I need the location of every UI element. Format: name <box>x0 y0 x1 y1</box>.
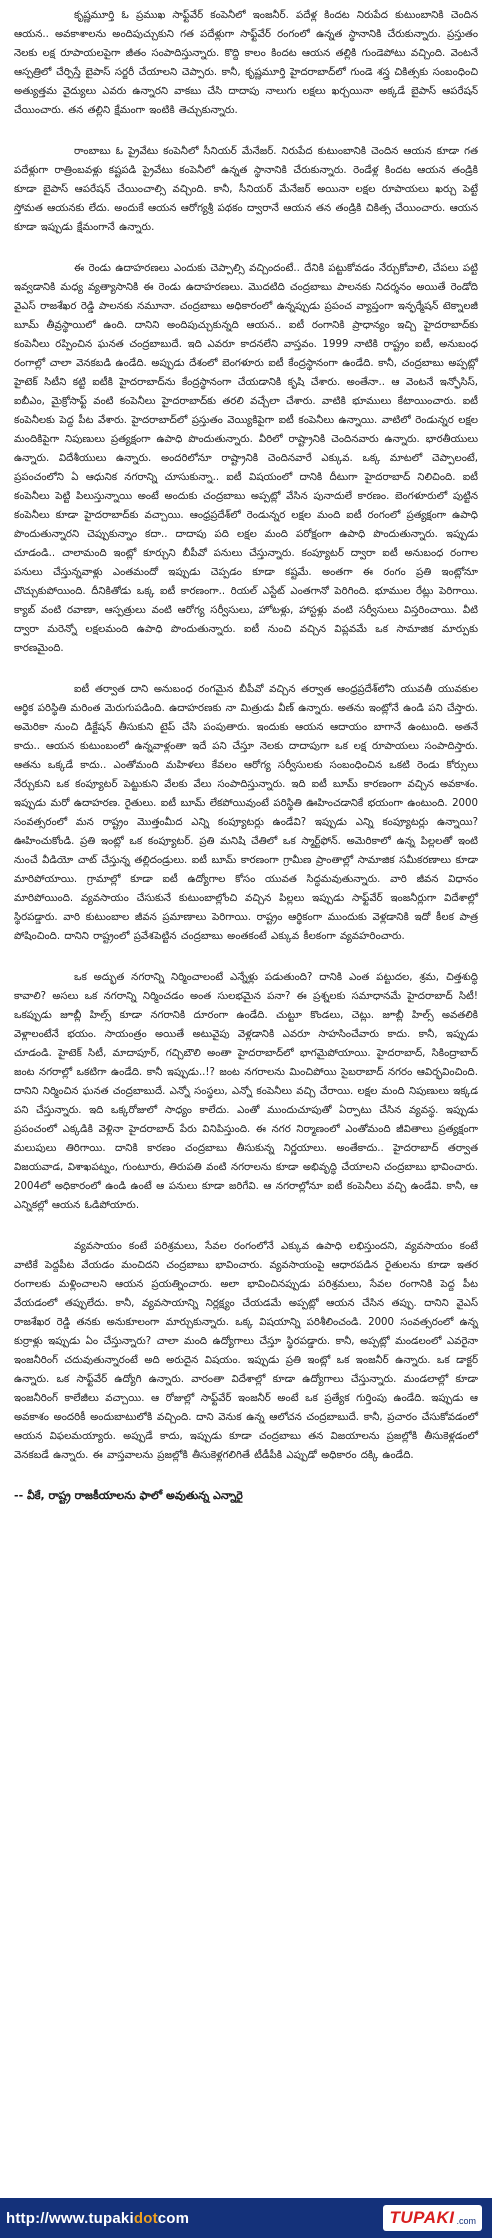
article-paragraph: ఈ రెండు ఉదాహరణలు ఎందుకు చెప్పాల్సి వచ్చిందంటే.. దేనికి పట్టుకోవడం నేర్చుకోవాలి, చేపలు పట్టి ఇవ్వడానికి మధ్య వ్యత్యాసానికి ఈ రెండు ఉదాహరణలు. మొదటిది చంద్రబాబు పాలనకు నిదర్శనం అయితే రెండోది వైఎస్ రాజశేఖర రెడ్డి పాలనకు నమూనా. చంద్రబాబు అధికారంలో ఉన్నప్పుడు ప్రపంచ వ్యాప్తంగా ఇన్ఫర్మేషన్ టెక్నాలజీ బూమ్ తీవ్రస్థాయిలో ఉంది. దానిని అందిపుచ్చుకున్నది ఆయన.. ఐటీ రంగానికి ప్రాధాన్యం ఇచ్చి హైదరాబాద్‌కు కంపెనీలు రప్పించిన ఘనత చంద్రబాబుదే. ఇది ఎవరూ కాదనలేని వాస్తవం. 1999 నాటికి రాష్ట్రం ఐటీ, అనుబంధ రంగాల్లో చాలా వెనకబడి ఉండేది. అప్పుడు దేశంలో బెంగళూరు ఐటీ కేంద్రస్థానంగా ఉండేది. కానీ, చంద్రబాబు అప్పట్లో హైటెక్ సిటీని కట్టి ఐటీకి హైదరాబాద్‌ను కేంద్రస్థానంగా చేయడానికి కృషి చేశారు. అంతేనా.. ఆ వెంటనే ఇన్ఫోసిస్, ఐబీఎం, మైక్రోసాఫ్ట్ వంటి కంపెనీలు హైదరాబాద్‌కు తరలి వచ్చేలా చేశారు. వాటికి భూములు కేటాయించారు. ఐటీ కంపెనీలకు పెద్ద పీట వేశారు. హైదరాబాద్‌లో ప్రస్తుతం వెయ్యికిపైగా ఐటీ కంపెనీలు ఉన్నాయి. వాటిలో రెండున్నర లక్షల మందికిపైగా నిపుణులు ప్రత్యక్షంగా ఉపాధి పొందుతున్నారు. వీరిలో రాష్ట్రానికి చెందినవారు ఉన్నారు. భారతీయులు ఉన్నారు. విదేశీయులు ఉన్నారు. అందరిలోనూ రాష్ట్రానికి చెందినవారే ఎక్కువ. ఒక్క మాటలో చెప్పాలంటే, ప్రపంచంలోని ఏ ఆధునిక నగరాన్ని చూసుకున్నా.. ఐటీ విషయంలో దానికి దీటుగా హైదరాబాద్ నిలిచింది. ఐటీ కంపెనీలు పెట్టి పిలుస్తున్నాయి అంటే అందుకు చంద్రబాబు అప్పట్లో వేసిన పునాదులే కారణం. బెంగళూరులో పుట్టిన కంపెనీలు కూడా హైదరాబాద్‌కు వచ్చాయి. ఆంధ్రప్రదేశ్‌లో రెండున్నర లక్షల మంది ఐటీ రంగంలో ప్రత్యక్షంగా ఉపాధి పొందుతున్నారని చెప్పుకున్నాం కదా.. దాదాపు పది లక్షల మంది పరోక్షంగా ఉపాధి పొందుతున్నారు. ఇప్పుడు చూడండి.. చాలామంది ఇంట్లో కూర్చుని బీపీవో పనులు చేస్తున్నారు. కంప్యూటర్ ద్వారా ఐటీ అనుబంధ రంగాల పనులు చేస్తున్నవాళ్లు ఎంతమందో ఇప్పుడు చెప్పడం కూడా కష్టమే. అంతగా ఈ రంగం ప్రతి ఇంట్లోనూ చొచ్చుకుపోయింది. దీనికితోడు ఒక్క ఐటీ కారణంగా.. రియల్ ఎస్టేట్ ఎంతగానో పెరిగింది. భూముల రేట్లు పెరిగాయి. క్యాబ్ వంటి రవాణా, ఆస్పత్రులు వంటి ఆరోగ్య సర్వీసులు, హోటళ్లు, హాస్టళ్లు వంటి సర్వీసులు విస్తరించాయి. వీటి ద్వారా మరెన్నో లక్షలమంది ఉపాధి పొందుతున్నారు. ఐటీ నుంచి వచ్చిన విప్లవమే ఒక సామాజిక మార్పుకు కారణమైంది. <box>14 263 478 654</box>
site-footer-banner <box>0 2198 492 2238</box>
author-byline: -- వీకే, రాష్ట్ర రాజకీయాలను ఫాలో అవుతున్న ఎన్నారై <box>14 1489 243 1502</box>
article-paragraph: ఐటీ తర్వాత దాని అనుబంధ రంగమైన బీపీవో వచ్చిన తర్వాత ఆంధ్రప్రదేశ్‌లోని యువతీ యువకుల ఆర్థిక పరిస్థితి మరింత మెరుగుపడింది. ఉదాహరణకు నా మిత్రుడు వీణ్ ఉన్నారు. అతను ఇంట్లోనే ఉండి పని చేస్తారు. అమెరికా నుంచి డిక్టేషన్ తీసుకుని టైప్ చేసి పంపుతారు. ఇందుకు ఆయన ఆదాయం బాగానే ఉంటుంది. అతనే కాదు.. ఆయన కుటుంబంలో ఉన్నవాళ్లంతా ఇదే పని చేస్తూ నెలకు దాదాపుగా ఒక లక్ష రూపాయలు సంపాదిస్తారు. ఆతను ఒక్కడే కాదు.. ఎంతోమంది మహిళలు కేవలం ఆరోగ్య సర్వీసులకు సంబంధించిన ఒకటి రెండు కోర్సులు నేర్చుకుని ఒక కంప్యూటర్ పెట్టుకుని వేలకు వేలు సంపాదిస్తున్నారు. ఇది ఐటీ బూమ్ కారణంగా వచ్చిన అవకాశం. ఇప్పుడు మరో ఉదాహరణ. రైతులు. ఐటీ బూమ్ లేకపోయివుంటే పరిస్థితి ఊహించడానికే భయంగా ఉంటుంది. 2000 సంవత్సరంలో మన రాష్ట్రం మొత్తంమీద ఎన్ని కంప్యూటర్లు ఉండేవి? ఇప్పుడు ఎన్ని కంప్యూటర్లు ఉన్నాయి? ఊహించుకోండి. ప్రతి ఇంట్లో ఒక కంప్యూటర్. ప్రతి మనిషి చేతిలో ఒక స్మార్ట్‌ఫోన్. అమెరికాలో ఉన్న పిల్లలతో ఇంటి నుంచే వీడియో చాట్ చేస్తున్న తల్లిదండ్రులు. ఐటీ బూమ్ కారణంగా గ్రామీణ ప్రాంతాల్లో సామాజిక సమీకరణాలు కూడా మారిపోయాయి. గ్రామాల్లో కూడా ఐటీ ఉద్యోగాల కోసం యువత సిద్ధమవుతున్నారు. వారి జీవన విధానం మారిపోయింది. వ్యవసాయం చేసుకునే కుటుంబాల్లోంచి వచ్చిన పిల్లలు ఇప్పుడు సాఫ్ట్‌వేర్ ఇంజనీర్లుగా విదేశాల్లో స్థిరపడ్డారు. వారి కుటుంబాల జీవన ప్రమాణాలు పెరిగాయి. రాష్ట్రం ఆర్థికంగా ముందుకు వెళ్లడానికి ఇదో కీలక పాత్ర పోషించింది. దానిని రాష్ట్రంలో ప్రవేశపెట్టిన చంద్రబాబు అంతకంటే ఎక్కువ కీలకంగా వ్యవహరించారు. <box>14 684 478 942</box>
article-paragraph: ఒక అద్భుత నగరాన్ని నిర్మించాలంటే ఎన్నేళ్లు పడుతుంది? దానికి ఎంత పట్టుదల, శ్రమ, చిత్తశుద్ధి కావాలి? అసలు ఒక నగరాన్ని నిర్మించడం అంత సులభమైన పనా? ఈ ప్రశ్నలకు సమాధానమే హైదరాబాద్ సిటీ! ఒకప్పుడు జూబ్లీ హిల్స్ కూడా నగరానికి దూరంగా ఉండేది. చుట్టూ కొండలు, చెట్లు. జూబ్లీ హిల్స్ అవతలికి వెళ్లాలంటేనే భయం. సాయంత్రం అయితే అటువైపు వెళ్లడానికి ఎవరూ సాహసించేవారు కాదు. కానీ, ఇప్పుడు చూడండి. హైటెక్ సిటీ, మాదాపూర్, గచ్చిబౌలి అంతా హైదరాబాద్‌లో భాగమైపోయాయి. హైదరాబాద్, సికింద్రాబాద్ జంట నగరాల్లో ఒకటిగా ఉండేది. కానీ ఇప్పుడు..!? జంట నగరాలను మించిపోయి సైబరాబాద్ నగరం ఆవిర్భవించింది. దానిని నిర్మించిన ఘనత చంద్రబాబుదే. ఎన్నో సంస్థలు, ఎన్నో కంపెనీలు వచ్చి చేరాయి. లక్షల మంది నిపుణులు ఇక్కడ పని చేస్తున్నారు. ఇది ఒక్కరోజులో సాధ్యం కాలేదు. ఎంతో ముందుచూపుతో ఏర్పాటు చేసిన వ్యవస్థ. ఇప్పుడు ప్రపంచంలో ఎక్కడికి వెళ్లినా హైదరాబాద్ పేరు వినిపిస్తుంది. ఈ నగర నిర్మాణంలో ఎంతోమంది జీవితాలు ప్రత్యక్షంగా మలుపులు తిరిగాయి. దానికి కారణం చంద్రబాబు తీసుకున్న నిర్ణయాలు. అంతేకాదు.. హైదరాబాద్ తర్వాత విజయవాడ, విశాఖపట్నం, గుంటూరు, తిరుపతి వంటి నగరాలను కూడా అభివృద్ధి చేయాలని చంద్రబాబు భావించారు. 2004లో అధికారంలో ఉండి ఉంటే ఆ పనులు కూడా జరిగేవి. ఆ నగరాల్లోనూ ఐటీ కంపెనీలు వచ్చి ఉండేవి. కానీ, ఆ ఎన్నికల్లో ఆయన ఓడిపోయారు. <box>14 972 478 1211</box>
article-paragraph: వ్యవసాయం కంటే పరిశ్రమలు, సేవల రంగంలోనే ఎక్కువ ఉపాధి లభిస్తుందని, వ్యవసాయం కంటే వాటికే పెద్దపీట వేయడం మంచిదని చంద్రబాబు భావించారు. వ్యవసాయంపై ఆధారపడిన రైతులను కూడా ఇతర రంగాలకు మళ్లించాలని ఆయన ప్రయత్నించారు. అలా భావించినప్పుడు పరిశ్రమలు, సేవల రంగానికి పెద్ద పీట వేయడంలో తప్పులేదు. కానీ, వ్యవసాయాన్ని నిర్లక్ష్యం చేయడమే అప్పట్లో ఆయన చేసిన తప్పు. దానిని వైఎస్ రాజశేఖర రెడ్డి తనకు అనుకూలంగా మార్చుకున్నారు. ఒక్క విషయాన్ని పరిశీలించండి. 2000 సంవత్సరంలో ఉన్న కుర్రాళ్లు ఇప్పుడు ఏం చేస్తున్నారు? చాలా మంది ఉద్యోగాలు చేస్తూ స్థిరపడ్డారు. కానీ, అప్పట్లో మండలంలో ఎవరైనా ఇంజనీరింగ్ చదువుతున్నారంటే అది అరుదైన విషయం. ఇప్పుడు ప్రతి ఇంట్లో ఒక ఇంజనీర్ ఉన్నారు. ఒక డాక్టర్ ఉన్నారు. ఒక సాఫ్ట్‌వేర్ ఉద్యోగి ఉన్నారు. వారంతా విదేశాల్లో కూడా ఉద్యోగాలు చేస్తున్నారు. మండలాల్లో కూడా ఇంజనీరింగ్ కాలేజీలు వచ్చాయి. ఆ రోజుల్లో సాఫ్ట్‌వేర్ ఇంజనీర్ అంటే ఒక ప్రత్యేక గుర్తింపు ఉండేది. ఇప్పుడు ఆ అవకాశం అందరికీ అందుబాటులోకి వచ్చింది. దాని వెనుక ఉన్న ఆలోచన చంద్రబాబుదే. కానీ, ప్రచారం చేసుకోవడంలో ఆయన విఫలమయ్యారు. అప్పుడే కాదు, ఇప్పుడు కూడా చంద్రబాబు తన విజయాలను ప్రజల్లోకి తీసుకెళ్లడంలో వెనకబడే ఉన్నారు. ఈ వాస్తవాలను ప్రజల్లోకి తీసుకెళ్లగలిగితే టీడీపీకి ఎప్పుడో అధికారం దక్కి ఉండేది. <box>14 1241 478 1461</box>
site-logo[interactable] <box>383 2205 482 2231</box>
site-url-prefix: http://www. <box>6 2209 89 2227</box>
site-url[interactable] <box>6 2210 189 2227</box>
site-url-tld: com <box>157 2209 190 2227</box>
article-paragraph: రాంబాబు ఓ ప్రైవేటు కంపెనీలో సీనియర్ మేనేజర్. నిరుపేద కుటుంబానికి చెందిన ఆయన కూడా గత పదేళ్లుగా రాత్రింబవళ్లు కష్టపడి ప్రైవేటు కంపెనీలో ఉన్నత స్థానానికి చేరుకున్నారు. రెండేళ్ల కిందట ఆయన తండ్రికి కూడా బైపాస్ ఆపరేషన్ చేయించాల్సి వచ్చింది. కానీ, సీనియర్ మేనేజర్ అయినా లక్షల రూపాయలు ఖర్చు పెట్టే స్తోమత ఆయనకు లేదు. అందుకే ఆయన ఆరోగ్యశ్రీ పథకం ద్వారానే ఆయన తన తండ్రికి చికిత్స చేయించారు. ఆయన కూడా ఇప్పుడు క్షేమంగానే ఉన్నారు. <box>14 146 478 233</box>
site-url-dot: dot <box>133 2209 158 2227</box>
site-url-name: tupaki <box>88 2209 134 2227</box>
logo-suffix: .com <box>456 2216 476 2226</box>
logo-wordmark: TUPAKI <box>389 2208 455 2227</box>
article-paragraph: కృష్ణమూర్తి ఓ ప్రముఖ సాఫ్ట్‌వేర్ కంపెనీలో ఇంజనీర్. పదేళ్ల కిందట నిరుపేద కుటుంబానికి చెందిన ఆయన.. అవకాశాలను అందిపుచ్చుకుని గత పదేళ్లుగా సాఫ్ట్‌వేర్ రంగంలో ఉన్నత స్థానానికి చేరుకున్నారు. ప్రస్తుతం నెలకు లక్ష రూపాయలపైగా జీతం సంపాదిస్తున్నారు. కొద్ది కాలం కిందట ఆయన తల్లికి గుండెపోటు వచ్చింది. వెంటనే ఆస్పత్రిలో చేర్పిస్తే బైపాస్ సర్జరీ చేయాలని చెప్పారు. కానీ, కృష్ణమూర్తి హైదరాబాద్‌లో గుండె శస్త్ర చికిత్సకు సంబంధించి అత్యుత్తమ వైద్యులు ఎవరు ఉన్నారని వాకబు చేసి దాదాపు నాలుగు లక్షలు ఖర్చయినా అక్కడే బైపాస్ ఆపరేషన్ చేయించారు. తన తల్లిని క్షేమంగా ఇంటికి తెచ్చుకున్నారు. <box>14 10 478 116</box>
